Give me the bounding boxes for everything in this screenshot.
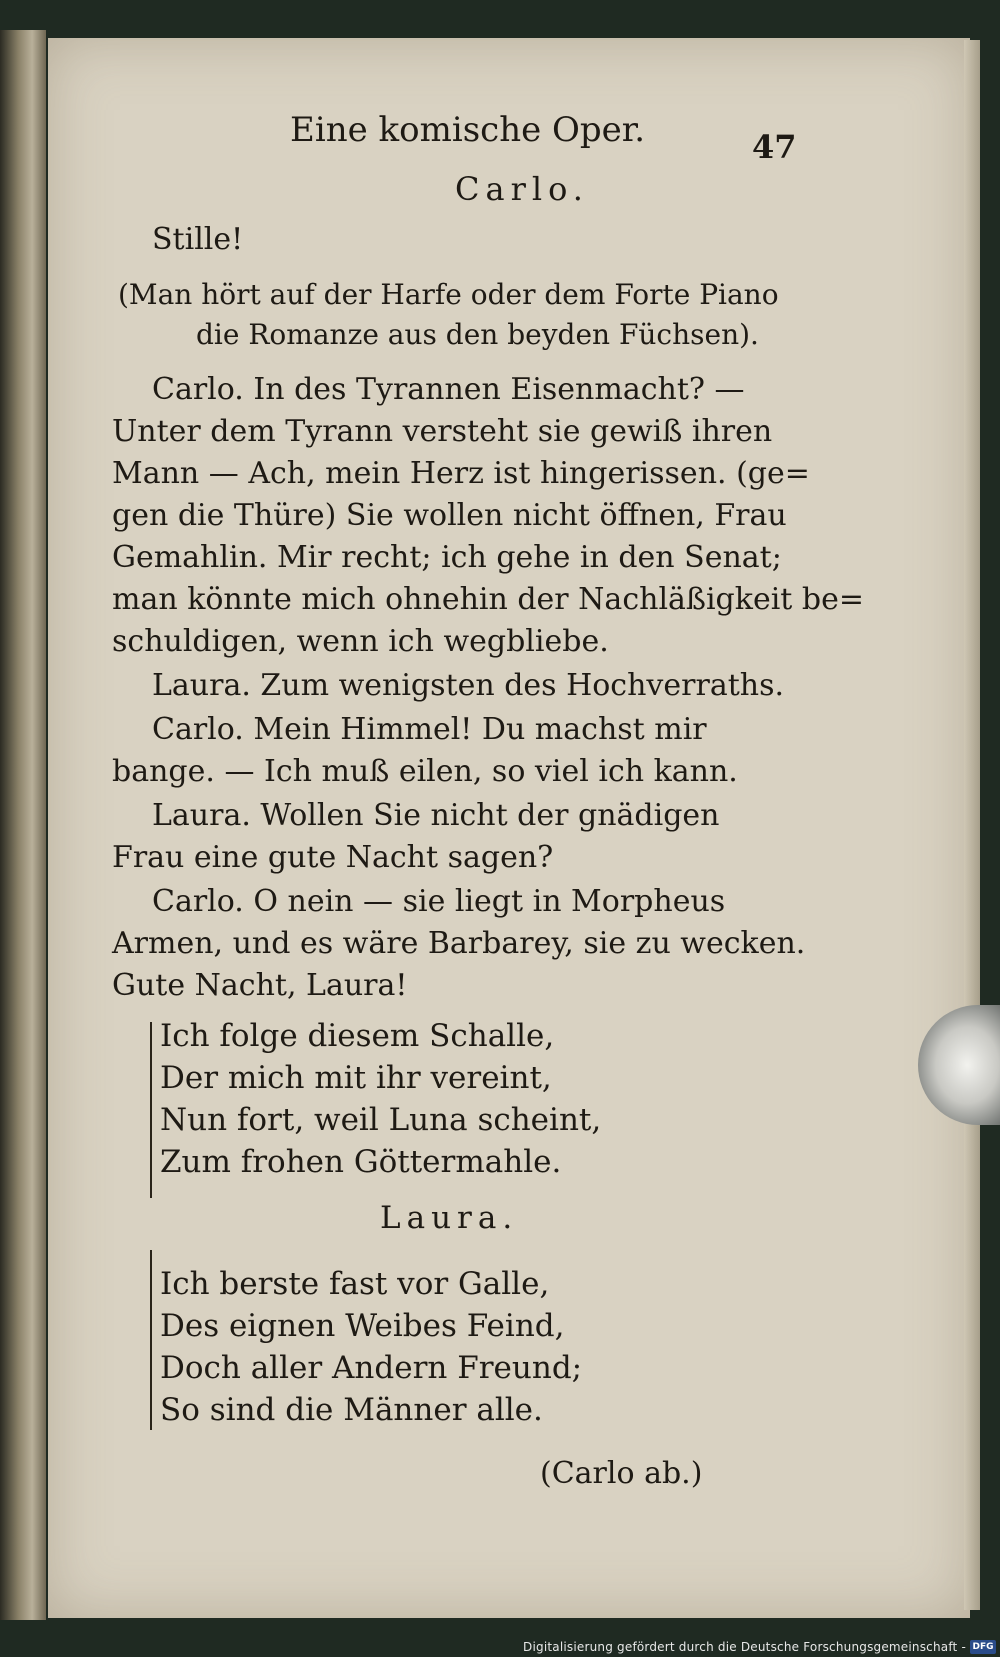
stage-direction-line: die Romanze aus den beyden Füchsen). [196, 318, 759, 351]
running-head: Eine komische Oper. [290, 110, 646, 150]
text-line: Stille! [152, 222, 244, 257]
verse-line: Der mich mit ihr vereint, [160, 1060, 552, 1096]
text-line: Unter dem Tyrann versteht sie gewiß ihren [112, 414, 773, 449]
text-line: Laura. Zum wenigsten des Hochverraths. [152, 668, 785, 703]
text-line: Frau eine gute Nacht sagen? [112, 840, 554, 875]
speaker-heading: Laura. [380, 1200, 519, 1236]
verse-line: Zum frohen Göttermahle. [160, 1144, 562, 1180]
text-line: Carlo. Mein Himmel! Du machst mir [152, 712, 707, 747]
verse-line: Doch aller Andern Freund; [160, 1350, 583, 1386]
text-line: Carlo. O nein — sie liegt in Morpheus [152, 884, 726, 919]
text-line: Carlo. In des Tyrannen Eisenmacht? — [152, 372, 745, 407]
verse-bracket [150, 1022, 152, 1198]
dfg-logo: DFG [970, 1640, 996, 1654]
speaker-heading: Carlo. [455, 170, 589, 208]
stage-direction-line: (Man hört auf der Harfe oder dem Forte Piano [118, 278, 779, 311]
page-number: 47 [752, 128, 797, 166]
text-line: Laura. Wollen Sie nicht der gnädigen [152, 798, 720, 833]
text-line: gen die Thüre) Sie wollen nicht öffnen, Frau [112, 498, 787, 533]
verse-line: Des eignen Weibes Feind, [160, 1308, 565, 1344]
text-line: bange. — Ich muß eilen, so viel ich kann. [112, 754, 738, 789]
verse-line: So sind die Männer alle. [160, 1392, 543, 1428]
stage-direction: (Carlo ab.) [540, 1456, 703, 1491]
verse-bracket [150, 1250, 152, 1430]
text-line: man könnte mich ohnehin der Nachläßigkeit be= [112, 582, 864, 617]
text-line: schuldigen, wenn ich wegbliebe. [112, 624, 609, 659]
text-line: Mann — Ach, mein Herz ist hingerissen. (ge= [112, 456, 810, 491]
footer-credit: Digitalisierung gefördert durch die Deutsche Forschungsgemeinschaft - [523, 1640, 966, 1654]
adjacent-page-edge [0, 30, 46, 1620]
verse-line: Ich berste fast vor Galle, [160, 1266, 550, 1302]
text-line: Armen, und es wäre Barbarey, sie zu wecken. [112, 926, 806, 961]
page-edge [964, 40, 980, 1610]
verse-line: Ich folge diesem Schalle, [160, 1018, 555, 1054]
text-line: Gute Nacht, Laura! [112, 968, 408, 1003]
verse-line: Nun fort, weil Luna scheint, [160, 1102, 602, 1138]
footer-bar [0, 1635, 1000, 1657]
text-line: Gemahlin. Mir recht; ich gehe in den Senat; [112, 540, 782, 575]
